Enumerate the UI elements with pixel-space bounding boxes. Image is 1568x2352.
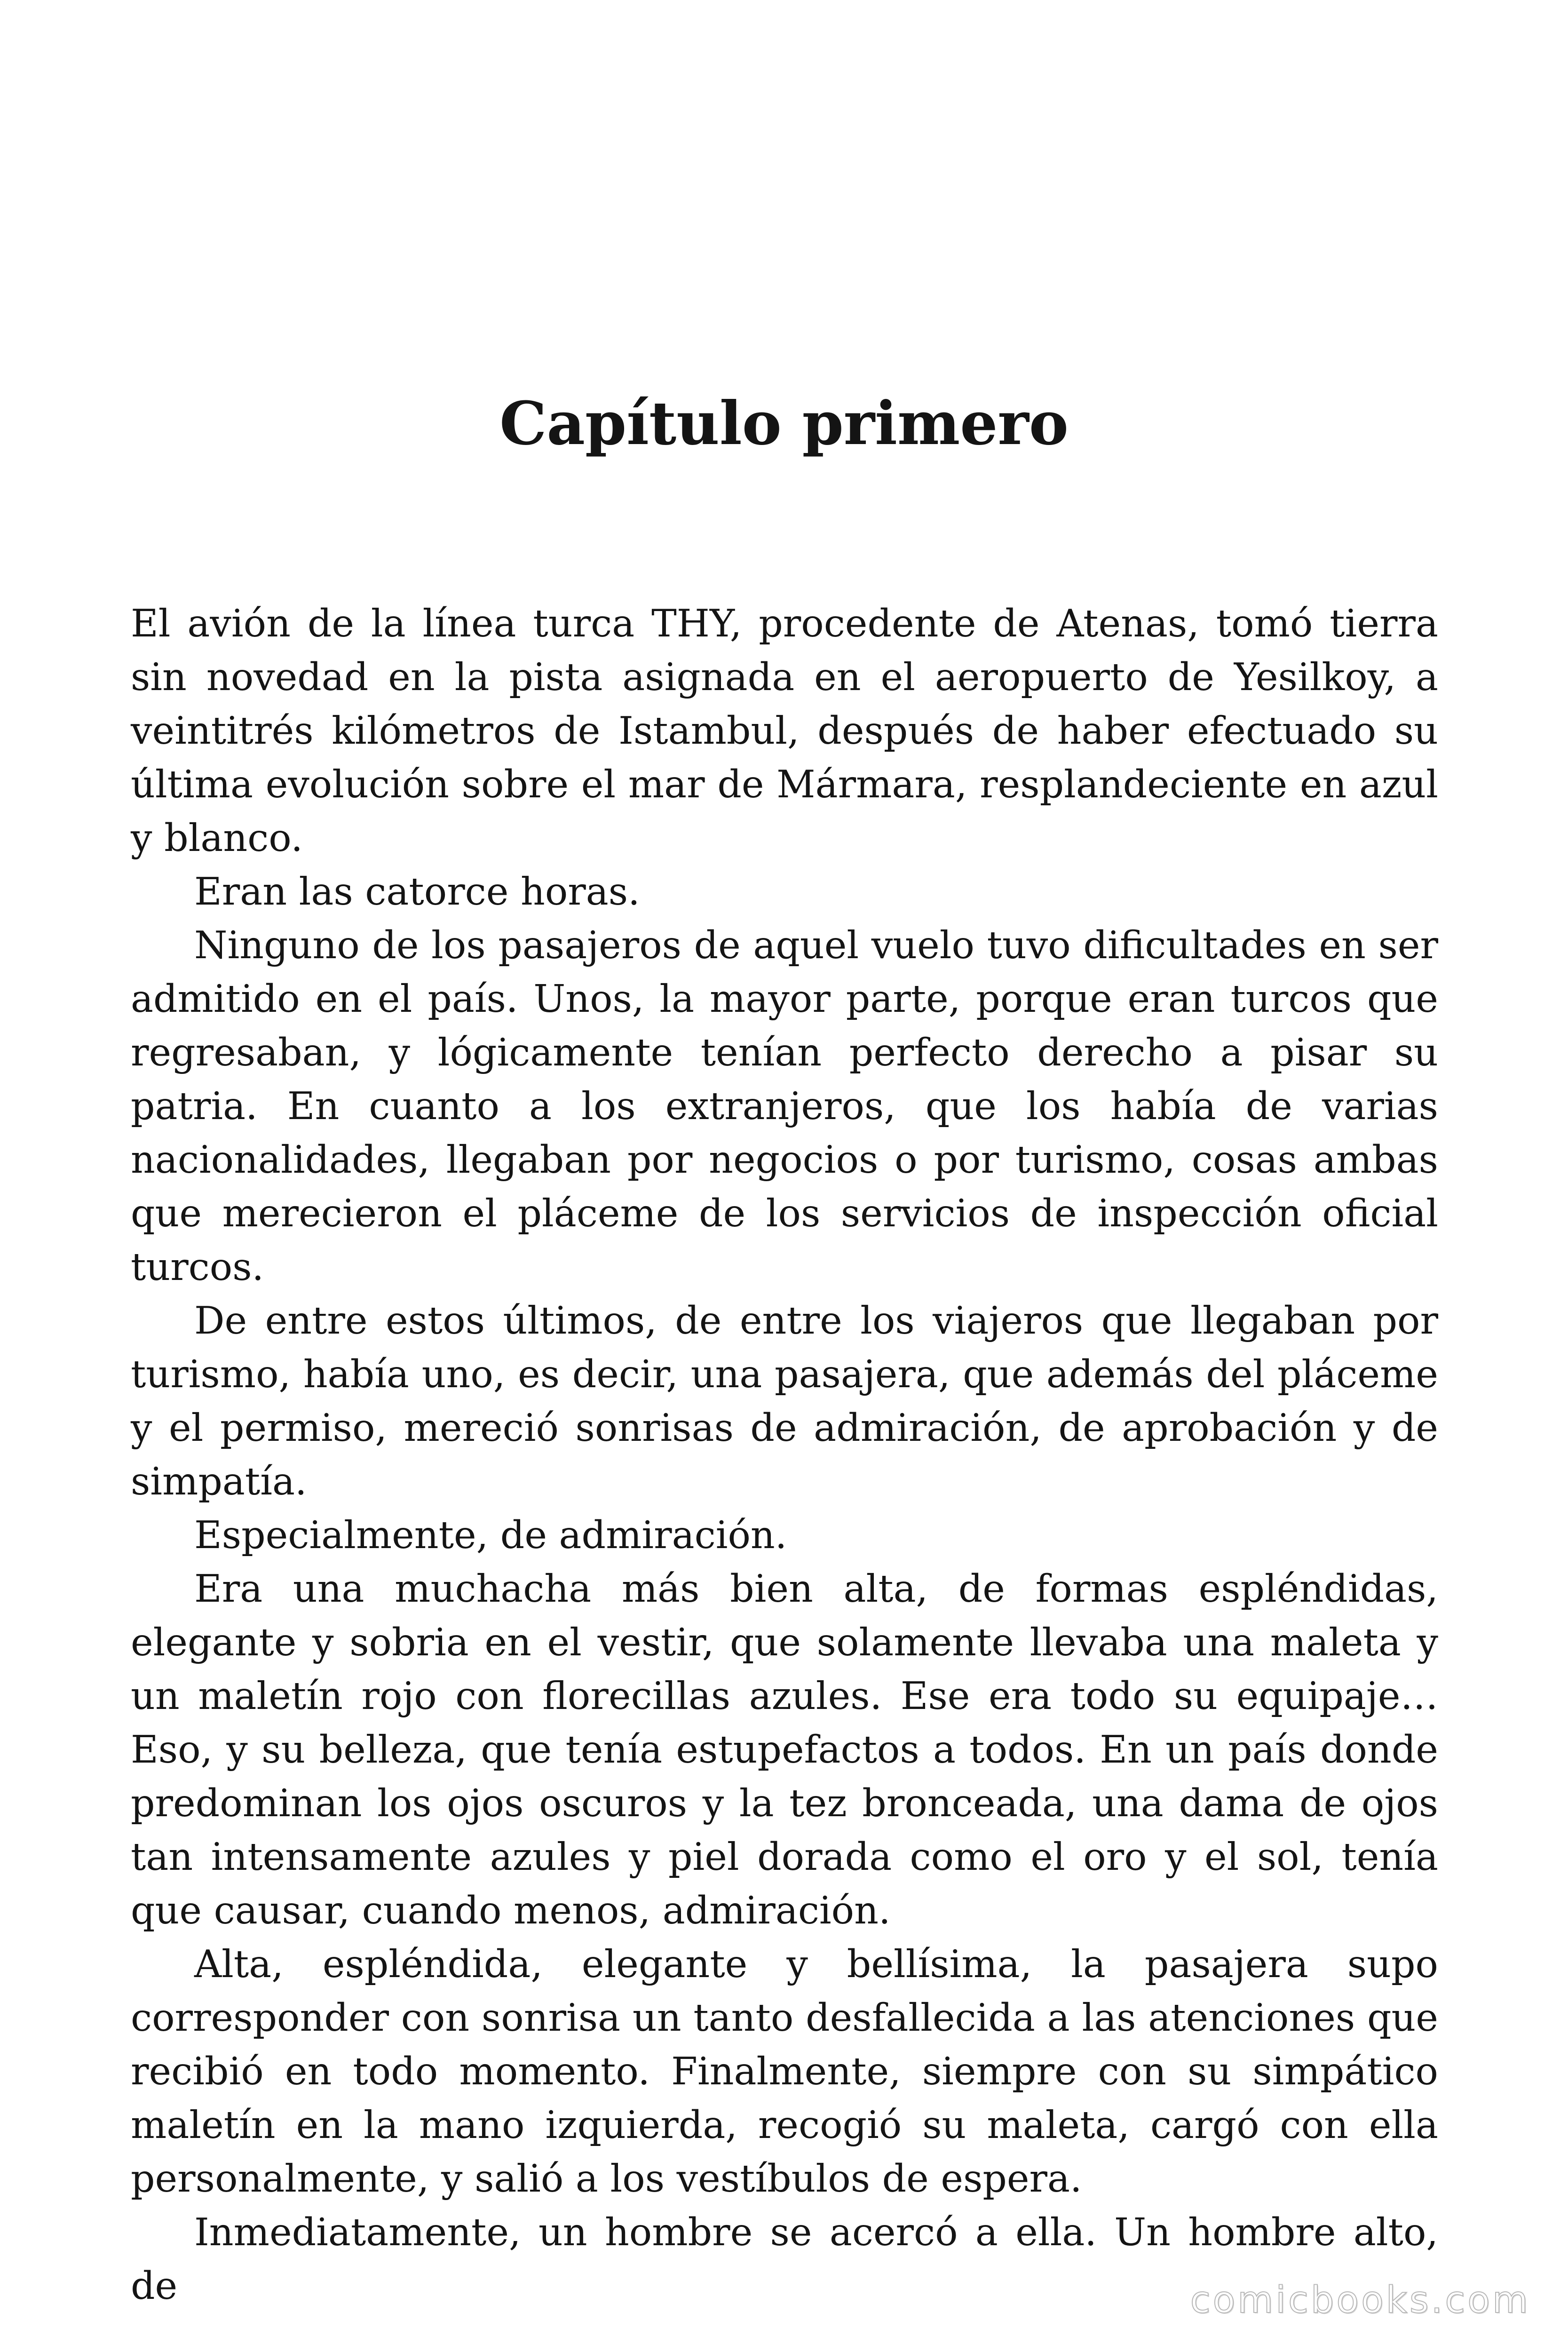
paragraph-5: Especialmente, de admiración. [194,1513,787,1557]
paragraph-4: De entre estos últimos, de entre los viajeros que llegaban por turismo, había uno, es decir, una pasajera, que además del pláceme y el permiso, mereció sonrisas de admiración, de aprobación y de simpatía. [131,1298,1438,1503]
chapter-title: Capítulo primero [499,389,1069,458]
paragraph-7: Alta, espléndida, elegante y bellísima, la pasajera supo corresponder con sonrisa un tanto desfallecida a las atenciones que recibió en todo momento. Finalmente, siempre con su simpático maletín en la mano izquierda, recogió su maleta, cargó con ella personalmente, y salió a los vestíbulos de espera. [131,1942,1438,2201]
paragraph-3: Ninguno de los pasajeros de aquel vuelo tuvo dificultades en ser admitido en el país. Unos, la mayor parte, porque eran turcos que regresaban, y lógicamente tenían perfecto derecho a pisar su patria. En cuanto a los extranjeros, que los había de varias nacionalidades, llegaban por negocios o por turismo, cosas ambas que merecieron el pláceme de los servicios de inspección oficial turcos. [131,923,1438,1289]
paragraph-8: Inmediatamente, un hombre se acercó a ella. Un hombre alto, de [131,2210,1438,2308]
paragraph-6: Era una muchacha más bien alta, de formas espléndidas, elegante y sobria en el vestir, que solamente llevaba una maleta y un maletín rojo con florecillas azules. Ese era todo su equipaje… Eso, y su belleza, que tenía estupefactos a todos. En un país donde predominan los ojos oscuros y la tez bronceada, una dama de ojos tan intensamente azules y piel dorada como el oro y el sol, tenía que causar, cuando menos, admiración. [131,1566,1438,1932]
body-text [131,596,1438,2312]
watermark: comicbooks.com [1190,2279,1530,2321]
paragraph-2: Eran las catorce horas. [194,869,640,914]
paragraph-1: El avión de la línea turca THY, procedente de Atenas, tomó tierra sin novedad en la pista asignada en el aeropuerto de Yesilkoy, a veintitrés kilómetros de Istambul, después de haber efectuado su última evolución sobre el mar de Mármara, resplandeciente en azul y blanco. [131,601,1438,860]
